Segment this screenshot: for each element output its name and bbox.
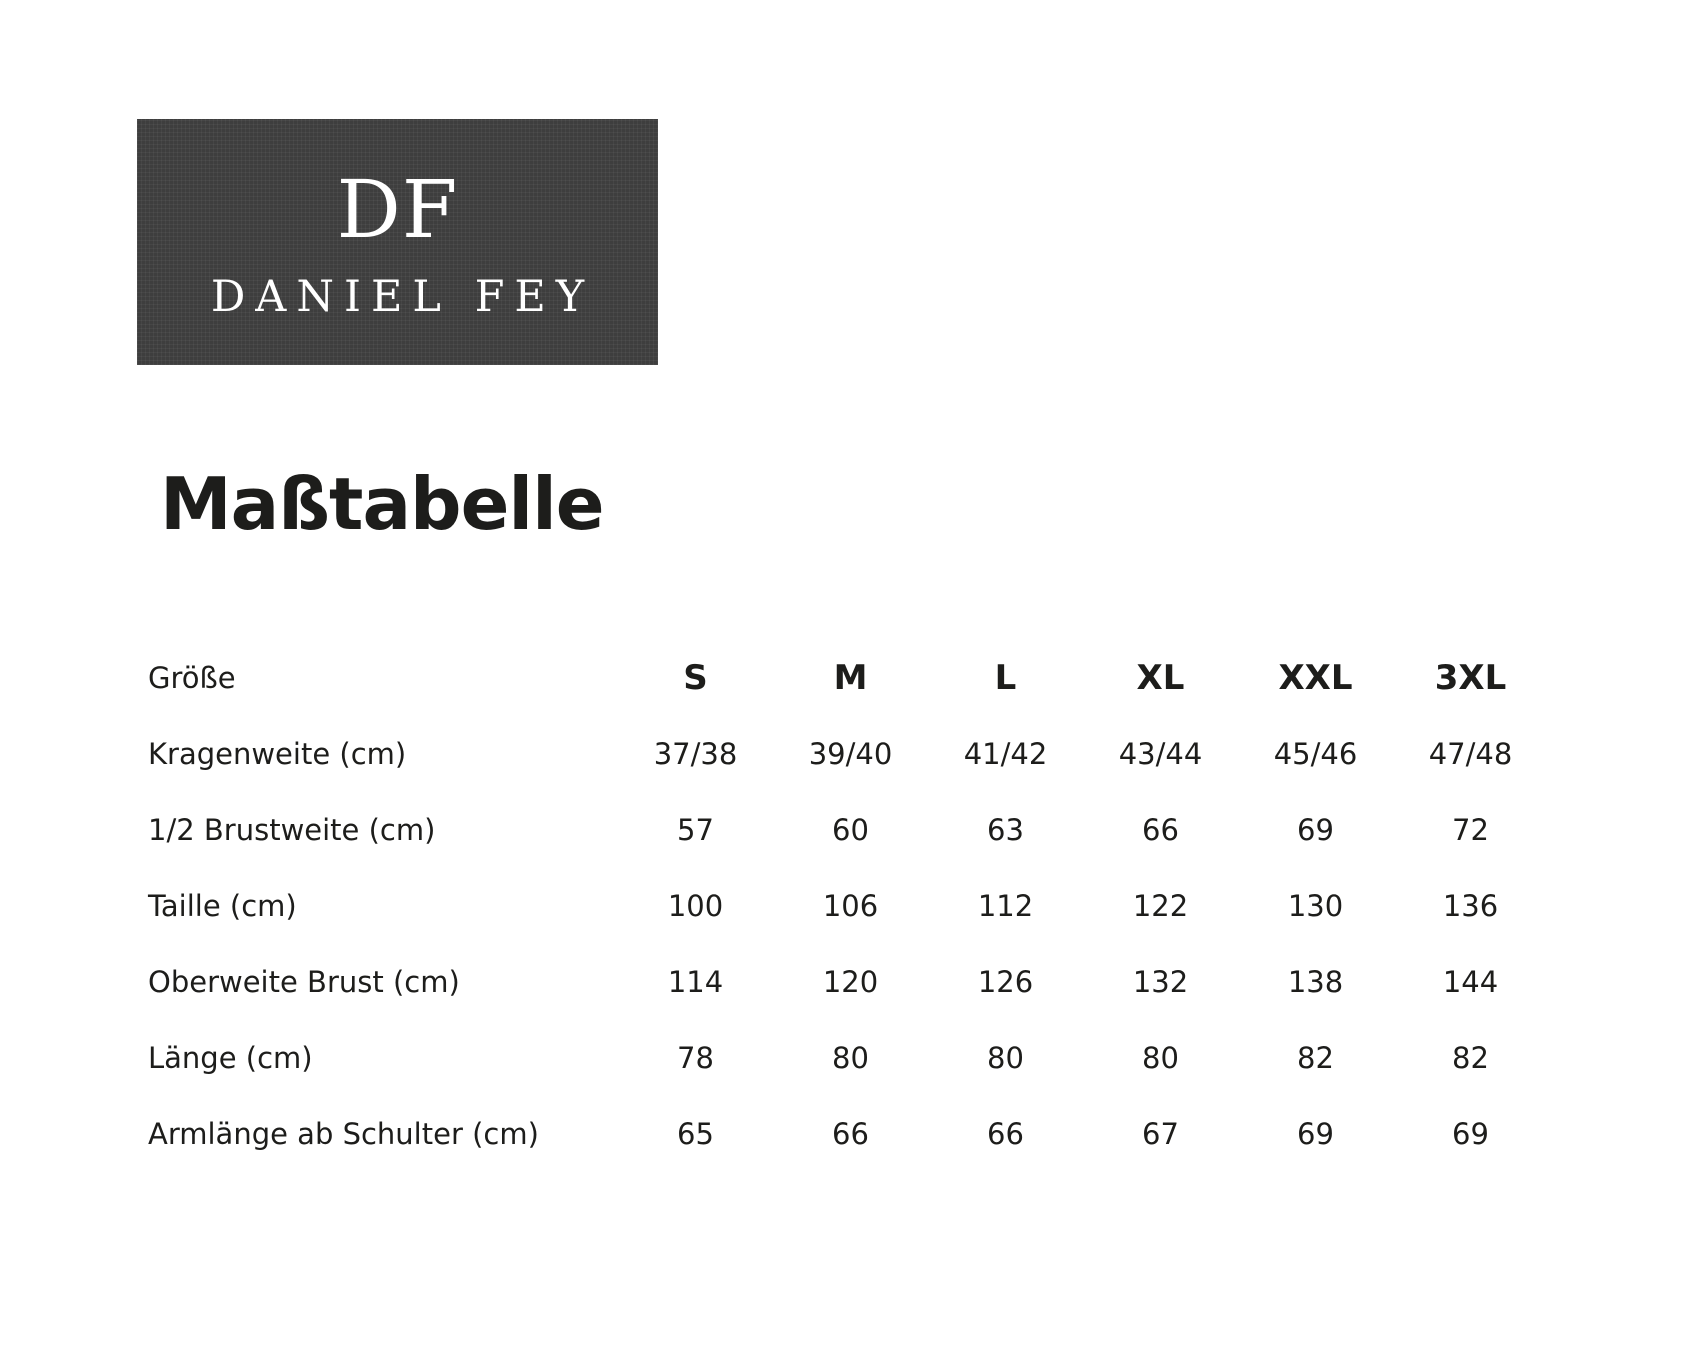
- row-value: 39/40: [808, 737, 893, 771]
- row-value: 45/46: [1273, 737, 1358, 771]
- header-size-3xl: 3XL: [1434, 658, 1507, 698]
- row-value: 65: [677, 1117, 714, 1151]
- header-size-m: M: [833, 658, 868, 698]
- row-label: 1/2 Brustweite (cm): [148, 813, 436, 847]
- table-row: [148, 1096, 1548, 1172]
- row-value: 78: [677, 1041, 714, 1075]
- row-label: Armlänge ab Schulter (cm): [148, 1117, 539, 1151]
- row-value: 130: [1287, 889, 1344, 923]
- header-size-label: Größe: [148, 661, 236, 695]
- table-row: [148, 716, 1548, 792]
- table-header-row: [148, 640, 1548, 716]
- row-value: 136: [1442, 889, 1499, 923]
- table-row: [148, 1020, 1548, 1096]
- row-value: 138: [1287, 965, 1344, 999]
- row-value: 60: [832, 813, 869, 847]
- row-value: 66: [987, 1117, 1024, 1151]
- page-title: Maßtabelle: [160, 462, 604, 546]
- row-value: 66: [832, 1117, 869, 1151]
- row-value: 41/42: [963, 737, 1048, 771]
- row-value: 72: [1452, 813, 1489, 847]
- brand-name: DANIEL FEY: [210, 271, 595, 322]
- row-label: Oberweite Brust (cm): [148, 965, 460, 999]
- row-value: 57: [677, 813, 714, 847]
- row-value: 82: [1297, 1041, 1334, 1075]
- row-value: 69: [1297, 813, 1334, 847]
- row-value: 43/44: [1118, 737, 1203, 771]
- header-size-xl: XL: [1136, 658, 1185, 698]
- row-label: Kragenweite (cm): [148, 737, 407, 771]
- row-value: 112: [977, 889, 1034, 923]
- row-value: 37/38: [653, 737, 738, 771]
- row-value: 80: [987, 1041, 1024, 1075]
- brand-monogram: DF: [336, 162, 459, 256]
- row-value: 63: [987, 813, 1024, 847]
- row-value: 132: [1132, 965, 1189, 999]
- table-row: [148, 944, 1548, 1020]
- table-row: [148, 868, 1548, 944]
- row-value: 122: [1132, 889, 1189, 923]
- row-value: 144: [1442, 965, 1499, 999]
- row-value: 120: [822, 965, 879, 999]
- row-value: 66: [1142, 813, 1179, 847]
- brand-logo-box: [137, 119, 658, 365]
- row-label: Länge (cm): [148, 1041, 313, 1075]
- row-value: 100: [667, 889, 724, 923]
- row-value: 67: [1142, 1117, 1179, 1151]
- header-size-xxl: XXL: [1278, 658, 1353, 698]
- row-value: 106: [822, 889, 879, 923]
- header-size-l: L: [994, 658, 1017, 698]
- row-value: 126: [977, 965, 1034, 999]
- row-value: 69: [1297, 1117, 1334, 1151]
- header-size-s: S: [683, 658, 708, 698]
- row-value: 80: [1142, 1041, 1179, 1075]
- row-label: Taille (cm): [148, 889, 297, 923]
- row-value: 82: [1452, 1041, 1489, 1075]
- row-value: 114: [667, 965, 724, 999]
- row-value: 69: [1452, 1117, 1489, 1151]
- row-value: 47/48: [1428, 737, 1513, 771]
- table-row: [148, 792, 1548, 868]
- row-value: 80: [832, 1041, 869, 1075]
- size-chart-table: [148, 640, 1548, 1172]
